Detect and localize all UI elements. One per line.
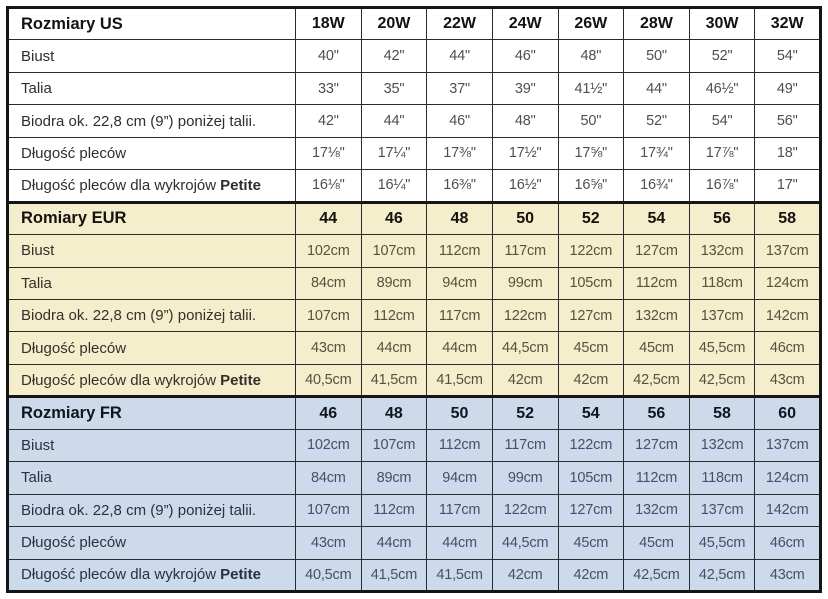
measurement-value-cell: 40" <box>296 40 362 72</box>
size-column-header: 54 <box>624 202 690 234</box>
measurement-value-cell: 42" <box>296 105 362 137</box>
measurement-value-cell: 44" <box>361 105 427 137</box>
size-column-header: 46 <box>361 202 427 234</box>
measurement-value-cell: 117cm <box>492 235 558 267</box>
section-title-fr: Rozmiary FR <box>8 397 296 429</box>
row-label-text: Talia <box>21 80 52 98</box>
measurement-value-cell: 137cm <box>689 494 755 526</box>
measurement-value-cell: 142cm <box>755 299 821 331</box>
size-column-header: 46 <box>296 397 362 429</box>
measurement-value-cell: 45cm <box>558 527 624 559</box>
row-label-text: Talia <box>21 469 52 487</box>
table-row <box>8 267 821 299</box>
measurement-value-cell: 17⅜" <box>427 137 493 169</box>
measurement-value-cell: 54" <box>755 40 821 72</box>
measurement-value-cell: 122cm <box>492 299 558 331</box>
measurement-value-cell: 102cm <box>296 235 362 267</box>
section-header-row-fr <box>8 397 821 429</box>
section-us <box>8 8 821 203</box>
table-row <box>8 364 821 396</box>
row-label-text: Biodra ok. 22,8 cm (9”) poniżej talii. <box>21 112 257 130</box>
measurement-value-cell: 45,5cm <box>689 527 755 559</box>
size-chart <box>6 6 822 593</box>
row-label-text: Talia <box>21 274 52 292</box>
measurement-value-cell: 33" <box>296 72 362 104</box>
measurement-value-cell: 99cm <box>492 462 558 494</box>
measurement-value-cell: 52" <box>624 105 690 137</box>
size-column-header: 54 <box>558 397 624 429</box>
measurement-value-cell: 127cm <box>558 299 624 331</box>
measurement-value-cell: 127cm <box>624 235 690 267</box>
row-label-text: Długość pleców <box>21 534 127 552</box>
measurement-value-cell: 56" <box>755 105 821 137</box>
measurement-value-cell: 16⅛" <box>296 170 362 202</box>
measurement-value-cell: 112cm <box>427 235 493 267</box>
row-label-text: Biust <box>21 47 55 65</box>
measurement-value-cell: 45,5cm <box>689 332 755 364</box>
measurement-value-cell: 46cm <box>755 332 821 364</box>
row-label <box>8 559 296 592</box>
measurement-value-cell: 132cm <box>689 429 755 461</box>
measurement-value-cell: 107cm <box>361 429 427 461</box>
measurement-value-cell: 40,5cm <box>296 559 362 592</box>
table-row <box>8 170 821 202</box>
table-row <box>8 235 821 267</box>
measurement-value-cell: 102cm <box>296 429 362 461</box>
measurement-value-cell: 45cm <box>624 332 690 364</box>
measurement-value-cell: 112cm <box>361 494 427 526</box>
measurement-value-cell: 43cm <box>755 559 821 592</box>
measurement-value-cell: 122cm <box>558 429 624 461</box>
measurement-value-cell: 17½" <box>492 137 558 169</box>
measurement-value-cell: 42,5cm <box>689 364 755 396</box>
measurement-value-cell: 44cm <box>427 527 493 559</box>
size-column-header: 50 <box>427 397 493 429</box>
size-column-header: 56 <box>689 202 755 234</box>
row-label-bold-text: Petite <box>220 371 261 389</box>
measurement-value-cell: 117cm <box>427 299 493 331</box>
size-column-header: 50 <box>492 202 558 234</box>
measurement-value-cell: 132cm <box>624 299 690 331</box>
measurement-value-cell: 44,5cm <box>492 332 558 364</box>
table-row <box>8 559 821 592</box>
measurement-value-cell: 50" <box>558 105 624 137</box>
measurement-value-cell: 132cm <box>624 494 690 526</box>
measurement-value-cell: 41½" <box>558 72 624 104</box>
measurement-value-cell: 17" <box>755 170 821 202</box>
measurement-value-cell: 122cm <box>558 235 624 267</box>
table-row <box>8 462 821 494</box>
measurement-value-cell: 112cm <box>427 429 493 461</box>
measurement-value-cell: 16¾" <box>624 170 690 202</box>
measurement-value-cell: 89cm <box>361 462 427 494</box>
size-column-header: 26W <box>558 8 624 40</box>
row-label-text: Biust <box>21 436 55 454</box>
table-row <box>8 72 821 104</box>
row-label-text: Biodra ok. 22,8 cm (9”) poniżej talii. <box>21 307 257 325</box>
measurement-value-cell: 112cm <box>624 267 690 299</box>
measurement-value-cell: 42cm <box>492 364 558 396</box>
measurement-value-cell: 48" <box>558 40 624 72</box>
measurement-value-cell: 48" <box>492 105 558 137</box>
measurement-value-cell: 41,5cm <box>427 559 493 592</box>
measurement-value-cell: 46" <box>427 105 493 137</box>
row-label <box>8 462 296 494</box>
row-label-text: Długość pleców dla wykrojów <box>21 566 217 584</box>
measurement-value-cell: 45cm <box>624 527 690 559</box>
size-column-header: 32W <box>755 8 821 40</box>
measurement-value-cell: 43cm <box>296 332 362 364</box>
row-label <box>8 527 296 559</box>
size-column-header: 48 <box>361 397 427 429</box>
measurement-value-cell: 127cm <box>558 494 624 526</box>
measurement-value-cell: 105cm <box>558 267 624 299</box>
row-label <box>8 105 296 137</box>
measurement-value-cell: 17¾" <box>624 137 690 169</box>
measurement-value-cell: 16¼" <box>361 170 427 202</box>
row-label-text: Długość pleców <box>21 144 127 162</box>
table-row <box>8 137 821 169</box>
row-label <box>8 494 296 526</box>
measurement-value-cell: 132cm <box>689 235 755 267</box>
size-column-header: 28W <box>624 8 690 40</box>
measurement-value-cell: 107cm <box>296 299 362 331</box>
measurement-value-cell: 122cm <box>492 494 558 526</box>
row-label <box>8 170 296 202</box>
measurement-value-cell: 42,5cm <box>624 364 690 396</box>
measurement-value-cell: 118cm <box>689 462 755 494</box>
measurement-value-cell: 46cm <box>755 527 821 559</box>
measurement-value-cell: 105cm <box>558 462 624 494</box>
measurement-value-cell: 94cm <box>427 267 493 299</box>
size-column-header: 20W <box>361 8 427 40</box>
measurement-value-cell: 54" <box>689 105 755 137</box>
measurement-value-cell: 84cm <box>296 267 362 299</box>
measurement-value-cell: 84cm <box>296 462 362 494</box>
size-column-header: 52 <box>558 202 624 234</box>
measurement-value-cell: 40,5cm <box>296 364 362 396</box>
measurement-value-cell: 17¼" <box>361 137 427 169</box>
measurement-value-cell: 117cm <box>427 494 493 526</box>
table-row <box>8 527 821 559</box>
section-header-row-us <box>8 8 821 40</box>
table-row <box>8 299 821 331</box>
row-label-text: Długość pleców dla wykrojów <box>21 371 217 389</box>
measurement-value-cell: 44cm <box>361 332 427 364</box>
measurement-value-cell: 42" <box>361 40 427 72</box>
measurement-value-cell: 42cm <box>558 364 624 396</box>
measurement-value-cell: 94cm <box>427 462 493 494</box>
row-label <box>8 364 296 396</box>
measurement-value-cell: 52" <box>689 40 755 72</box>
size-column-header: 48 <box>427 202 493 234</box>
size-column-header: 58 <box>689 397 755 429</box>
measurement-value-cell: 16⅜" <box>427 170 493 202</box>
size-table <box>6 6 822 593</box>
table-row <box>8 40 821 72</box>
measurement-value-cell: 49" <box>755 72 821 104</box>
row-label-text: Biodra ok. 22,8 cm (9”) poniżej talii. <box>21 501 257 519</box>
row-label <box>8 72 296 104</box>
row-label-bold-text: Petite <box>220 566 261 584</box>
measurement-value-cell: 37" <box>427 72 493 104</box>
row-label-text: Długość pleców dla wykrojów <box>21 176 217 194</box>
row-label <box>8 40 296 72</box>
measurement-value-cell: 44,5cm <box>492 527 558 559</box>
measurement-value-cell: 127cm <box>624 429 690 461</box>
row-label-bold-text: Petite <box>220 176 261 194</box>
measurement-value-cell: 35" <box>361 72 427 104</box>
measurement-value-cell: 16⅝" <box>558 170 624 202</box>
measurement-value-cell: 44" <box>427 40 493 72</box>
section-eur <box>8 202 821 397</box>
section-title-us: Rozmiary US <box>8 8 296 40</box>
measurement-value-cell: 42,5cm <box>624 559 690 592</box>
size-column-header: 18W <box>296 8 362 40</box>
measurement-value-cell: 142cm <box>755 494 821 526</box>
measurement-value-cell: 46½" <box>689 72 755 104</box>
size-column-header: 22W <box>427 8 493 40</box>
measurement-value-cell: 118cm <box>689 267 755 299</box>
size-column-header: 24W <box>492 8 558 40</box>
size-column-header: 60 <box>755 397 821 429</box>
measurement-value-cell: 99cm <box>492 267 558 299</box>
measurement-value-cell: 44cm <box>361 527 427 559</box>
measurement-value-cell: 112cm <box>361 299 427 331</box>
measurement-value-cell: 107cm <box>296 494 362 526</box>
row-label <box>8 137 296 169</box>
row-label <box>8 299 296 331</box>
table-row <box>8 105 821 137</box>
measurement-value-cell: 117cm <box>492 429 558 461</box>
measurement-value-cell: 44" <box>624 72 690 104</box>
measurement-value-cell: 137cm <box>755 429 821 461</box>
row-label <box>8 267 296 299</box>
row-label-text: Biust <box>21 242 55 260</box>
measurement-value-cell: 39" <box>492 72 558 104</box>
measurement-value-cell: 42cm <box>558 559 624 592</box>
measurement-value-cell: 107cm <box>361 235 427 267</box>
measurement-value-cell: 17⅛" <box>296 137 362 169</box>
measurement-value-cell: 137cm <box>755 235 821 267</box>
size-column-header: 58 <box>755 202 821 234</box>
measurement-value-cell: 16⅞" <box>689 170 755 202</box>
measurement-value-cell: 124cm <box>755 267 821 299</box>
row-label-text: Długość pleców <box>21 339 127 357</box>
section-title-eur: Romiary EUR <box>8 202 296 234</box>
size-column-header: 56 <box>624 397 690 429</box>
measurement-value-cell: 124cm <box>755 462 821 494</box>
section-header-row-eur <box>8 202 821 234</box>
measurement-value-cell: 137cm <box>689 299 755 331</box>
measurement-value-cell: 17⅝" <box>558 137 624 169</box>
measurement-value-cell: 42,5cm <box>689 559 755 592</box>
measurement-value-cell: 16½" <box>492 170 558 202</box>
measurement-value-cell: 43cm <box>296 527 362 559</box>
measurement-value-cell: 50" <box>624 40 690 72</box>
measurement-value-cell: 89cm <box>361 267 427 299</box>
size-column-header: 30W <box>689 8 755 40</box>
measurement-value-cell: 17⅞" <box>689 137 755 169</box>
section-fr <box>8 397 821 592</box>
row-label <box>8 429 296 461</box>
measurement-value-cell: 112cm <box>624 462 690 494</box>
measurement-value-cell: 41,5cm <box>427 364 493 396</box>
table-row <box>8 494 821 526</box>
table-row <box>8 429 821 461</box>
measurement-value-cell: 43cm <box>755 364 821 396</box>
measurement-value-cell: 45cm <box>558 332 624 364</box>
measurement-value-cell: 41,5cm <box>361 364 427 396</box>
table-row <box>8 332 821 364</box>
measurement-value-cell: 46" <box>492 40 558 72</box>
size-column-header: 52 <box>492 397 558 429</box>
size-column-header: 44 <box>296 202 362 234</box>
measurement-value-cell: 44cm <box>427 332 493 364</box>
measurement-value-cell: 42cm <box>492 559 558 592</box>
row-label <box>8 332 296 364</box>
row-label <box>8 235 296 267</box>
measurement-value-cell: 18" <box>755 137 821 169</box>
measurement-value-cell: 41,5cm <box>361 559 427 592</box>
